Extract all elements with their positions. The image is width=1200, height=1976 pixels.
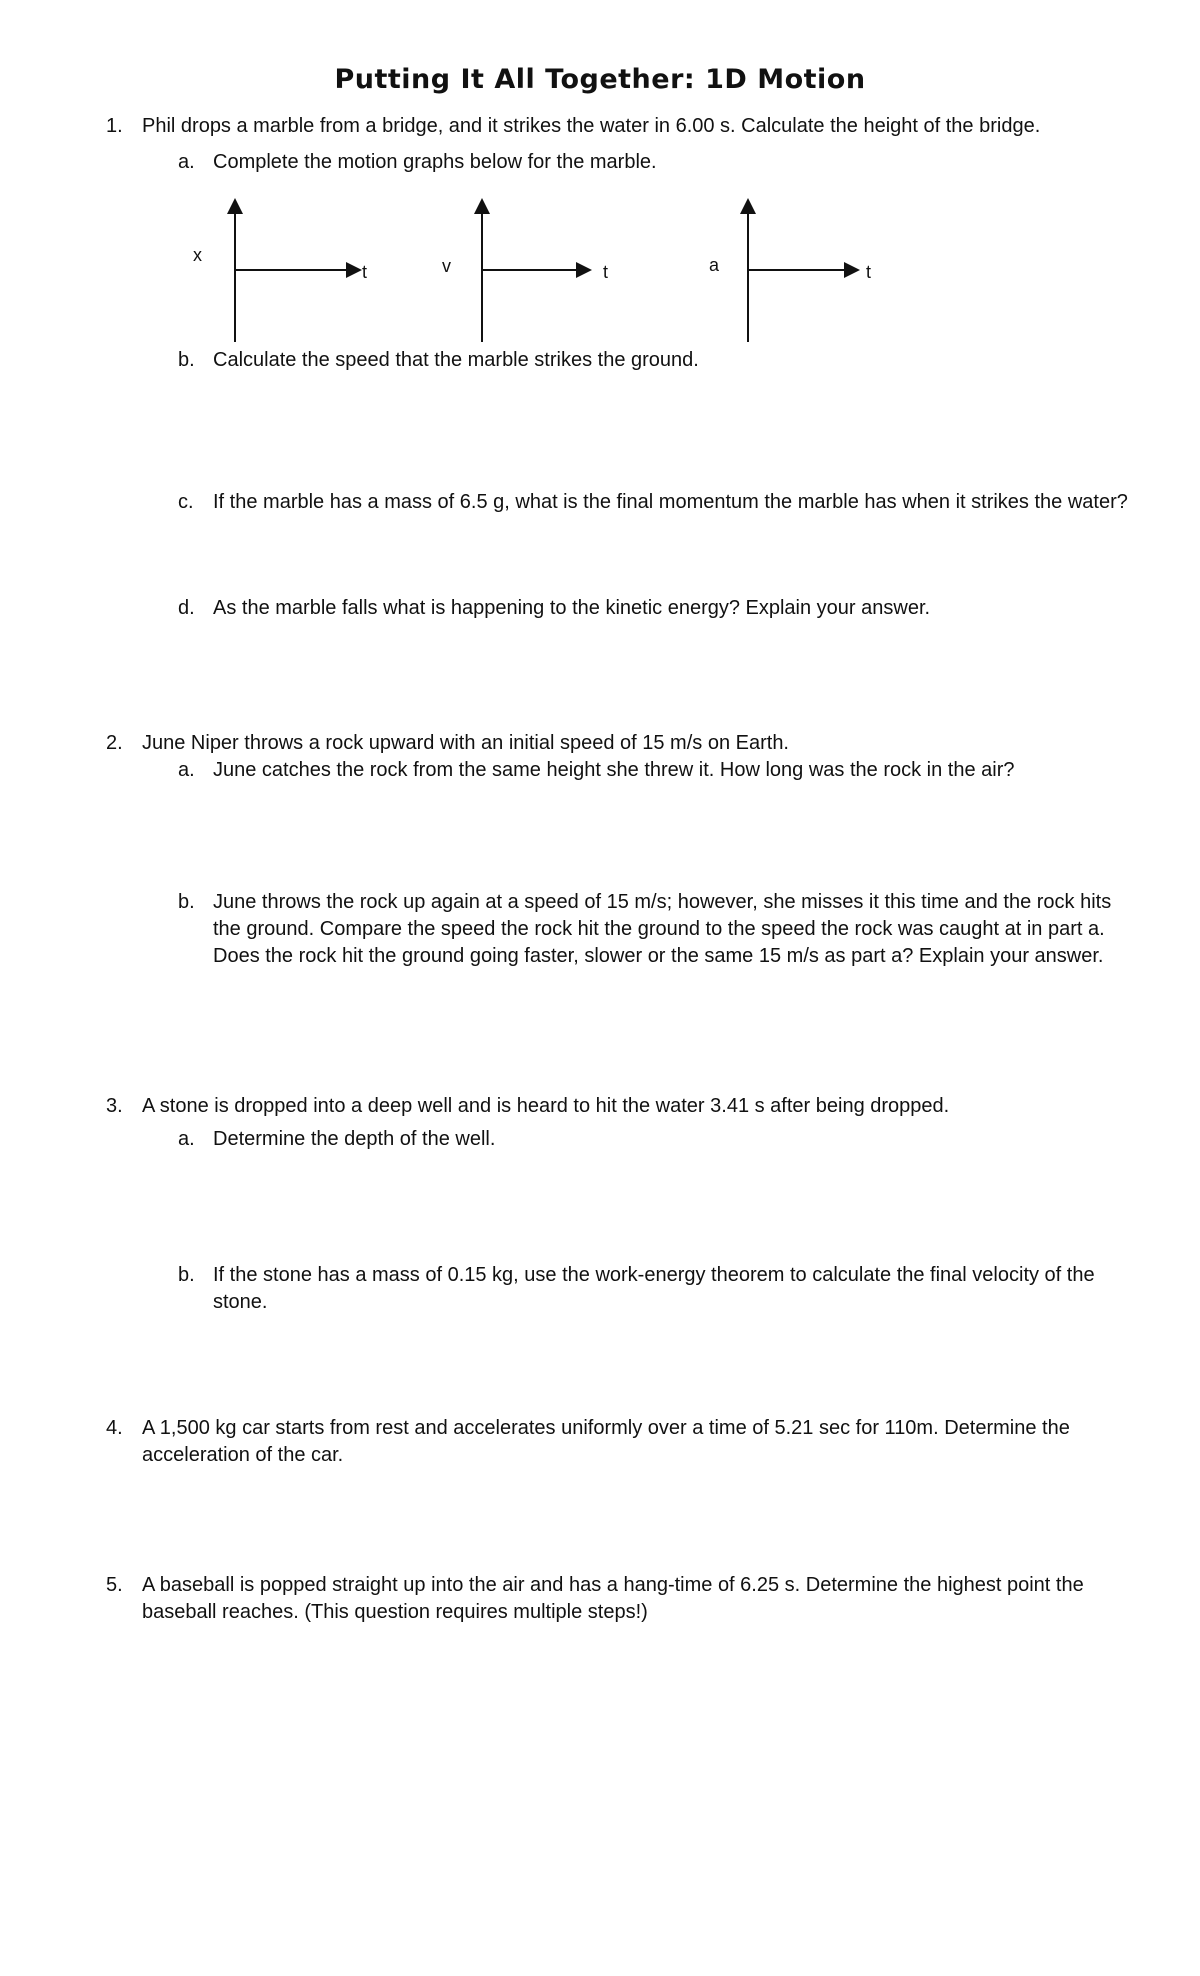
part-letter: a.: [178, 759, 195, 781]
graph-x-label: t: [362, 262, 368, 282]
question-number: 1.: [106, 115, 123, 137]
question-text: A stone is dropped into a deep well and is heard to hit the water 3.41 s after being dropped.: [142, 1095, 950, 1117]
motion-graph-axes: [0, 0, 1200, 360]
part-letter: d.: [178, 597, 195, 619]
graph-x-label: t: [603, 262, 609, 282]
graph-y-label: x: [193, 245, 202, 265]
part-letter: c.: [178, 491, 194, 513]
page-title: Putting It All Together: 1D Motion: [334, 64, 866, 95]
part-letter: b.: [178, 1264, 195, 1286]
part-text: If the stone has a mass of 0.15 kg, use the work-energy theorem to calculate the final velocity of the: [213, 1264, 1095, 1286]
question-number: 4.: [106, 1417, 123, 1439]
part-text: Calculate the speed that the marble strikes the ground.: [213, 349, 699, 371]
question-text: baseball reaches. (This question requires multiple steps!): [142, 1601, 648, 1623]
graph-x-label: t: [866, 262, 872, 282]
part-letter: b.: [178, 891, 195, 913]
part-text: June throws the rock up again at a speed of 15 m/s; however, she misses it this time and the rock hits: [213, 891, 1112, 913]
a-t-graph: [748, 202, 856, 342]
x-t-graph: [235, 202, 358, 342]
question-text: Phil drops a marble from a bridge, and it strikes the water in 6.00 s. Calculate the height of the bridge.: [142, 115, 1041, 137]
graph-y-label: a: [709, 255, 720, 275]
part-text: the ground. Compare the speed the rock hit the ground to the speed the rock was caught at in part a.: [213, 918, 1105, 940]
part-text: Complete the motion graphs below for the marble.: [213, 151, 657, 173]
part-text: As the marble falls what is happening to the kinetic energy? Explain your answer.: [213, 597, 931, 619]
graph-y-label: v: [442, 256, 451, 276]
part-letter: a.: [178, 151, 195, 173]
part-letter: a.: [178, 1128, 195, 1150]
question-number: 3.: [106, 1095, 123, 1117]
question-text: A baseball is popped straight up into the air and has a hang-time of 6.25 s. Determine the highest point the: [142, 1574, 1084, 1596]
part-text: June catches the rock from the same height she threw it. How long was the rock in the air?: [213, 759, 1015, 781]
part-text: Does the rock hit the ground going faster, slower or the same 15 m/s as part a? Explain your answer.: [213, 945, 1104, 967]
part-text: If the marble has a mass of 6.5 g, what is the final momentum the marble has when it strikes the water?: [213, 491, 1128, 513]
part-letter: b.: [178, 349, 195, 371]
part-text: stone.: [213, 1291, 268, 1313]
question-number: 5.: [106, 1574, 123, 1596]
question-text: acceleration of the car.: [142, 1444, 344, 1466]
question-text: A 1,500 kg car starts from rest and accelerates uniformly over a time of 5.21 sec for 110m. Determine the: [142, 1417, 1070, 1439]
question-number: 2.: [106, 732, 123, 754]
v-t-graph: [482, 202, 588, 342]
part-text: Determine the depth of the well.: [213, 1128, 496, 1150]
question-text: June Niper throws a rock upward with an initial speed of 15 m/s on Earth.: [142, 732, 789, 754]
